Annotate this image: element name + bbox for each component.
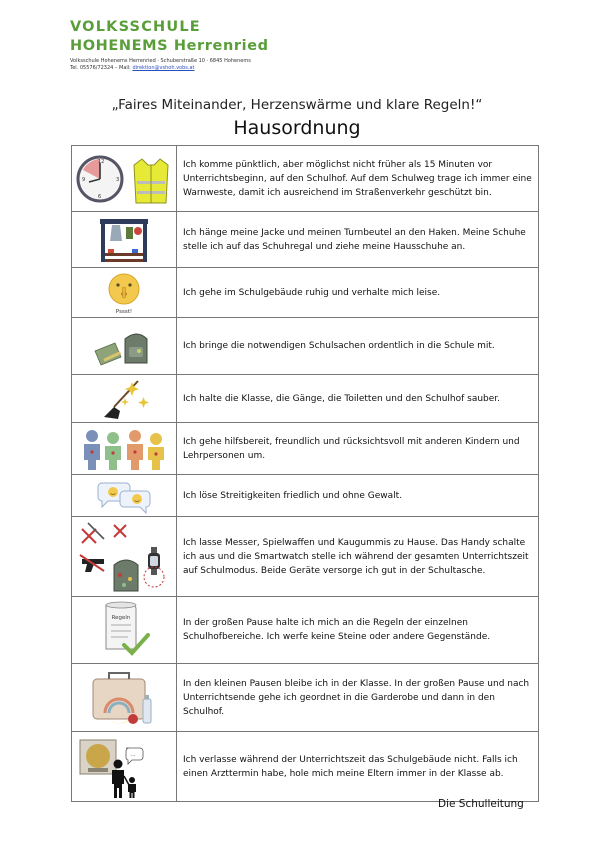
rule-image-cell [72,475,177,517]
contact-prefix: Tel. 05576/72324 – Mail: [70,65,133,71]
rule-image-cell [72,375,177,423]
school-supplies-icon [89,321,159,371]
lunchbox-icon [89,667,159,729]
rule-row [72,375,539,423]
clock-and-safety-vest-icon [74,151,174,207]
rule-text: Ich löse Streitigkeiten friedlich und ohne Gewalt. [177,475,539,517]
parent-pickup-icon [74,734,174,800]
children-group-icon [79,426,169,472]
icon-caption: Regeln [111,615,131,621]
rule-image-cell [72,664,177,732]
rule-image-cell [72,597,177,664]
rule-text: Ich gehe hilfsbereit, freundlich und rücksichtsvoll mit anderen Kindern und Lehrpersonen um. [177,423,539,475]
rule-image-cell [72,212,177,268]
rules-paper-check-icon [94,599,154,661]
svg-text:6: 6 [98,193,102,200]
rule-text: In der großen Pause halte ich mich an die Regeln der einzelnen Schulhofbereiche. Ich werfe keine Steine oder andere Gegenstände. [177,597,539,664]
rule-row [72,146,539,212]
rule-text: Ich gehe im Schulgebäude ruhig und verhalte mich leise. [177,268,539,318]
school-name-line1: VOLKSSCHULE [70,19,201,35]
school-contact [70,65,251,72]
motto: „Faires Miteinander, Herzenswärme und klare Regeln!“ [111,97,483,113]
rule-text: Ich bringe die notwendigen Schulsachen ordentlich in die Schule mit. [177,318,539,375]
rule-row [72,423,539,475]
rule-text: Ich verlasse während der Unterrichtszeit das Schulgebäude nicht. Falls ich einen Arzttermin habe, hole mich meine Eltern immer in der Klasse ab. [177,732,539,802]
rule-text: In den kleinen Pausen bleibe ich in der Klasse. In der großen Pause und nach Unterrichtsende gehe ich geordnet in die Garderobe und dann in den Schulhof. [177,664,539,732]
rule-row [72,664,539,732]
school-name-line2: HOHENEMS Herrenried [70,38,269,54]
email-link[interactable]: direktion@vshoh.vobs.at [132,65,195,71]
rule-text: Ich hänge meine Jacke und meinen Turnbeutel an den Haken. Meine Schuhe stelle ich auf das Schuhregal und ziehe meine Hausschuhe an. [177,212,539,268]
rule-row [72,268,539,318]
svg-text:12: 12 [98,158,105,165]
page-title: Hausordnung [233,117,361,139]
quiet-face-icon [94,270,154,316]
rule-row [72,212,539,268]
rule-text: Ich halte die Klasse, die Gänge, die Toiletten und den Schulhof sauber. [177,375,539,423]
signature: Die Schulleitung [438,798,524,810]
rule-image-cell [72,423,177,475]
rule-row [72,732,539,802]
school-address-block [70,58,251,72]
rule-row [72,318,539,375]
svg-text:9: 9 [82,176,86,183]
rule-row [72,597,539,664]
rules-table [71,145,539,802]
school-address: Volksschule Hohenems Herrenried · Schuberstraße 10 · 6845 Hohenems [70,58,251,64]
rule-image-cell [72,517,177,597]
rule-text: Ich komme pünktlich, aber möglichst nicht früher als 15 Minuten vor Unterrichtsbeginn, auf den Schulhof. Auf dem Schulweg trage ich immer eine Warnweste, damit ich ausreichend im Straßenverkehr geschützt bin. [177,146,539,212]
rule-image-cell [72,268,177,318]
svg-text:3: 3 [116,176,120,183]
rule-image-cell [72,146,177,212]
broom-sparkles-icon [94,377,154,421]
rule-image-cell [72,318,177,375]
svg-text:...: ... [130,751,136,758]
rule-text: Ich lasse Messer, Spielwaffen und Kaugummis zu Hause. Das Handy schalte ich aus und die Smartwatch stelle ich während der gesamten Unterrichtszeit auf Schulmodus. Beide Geräte versorge ich gut in der Schultasche. [177,517,539,597]
speech-bubbles-icon [94,477,154,515]
rule-row [72,475,539,517]
coat-rack-icon [94,215,154,265]
forbidden-items-icon [74,519,174,595]
rule-row [72,517,539,597]
icon-caption: Pssst! [115,308,133,315]
rule-image-cell [72,732,177,802]
